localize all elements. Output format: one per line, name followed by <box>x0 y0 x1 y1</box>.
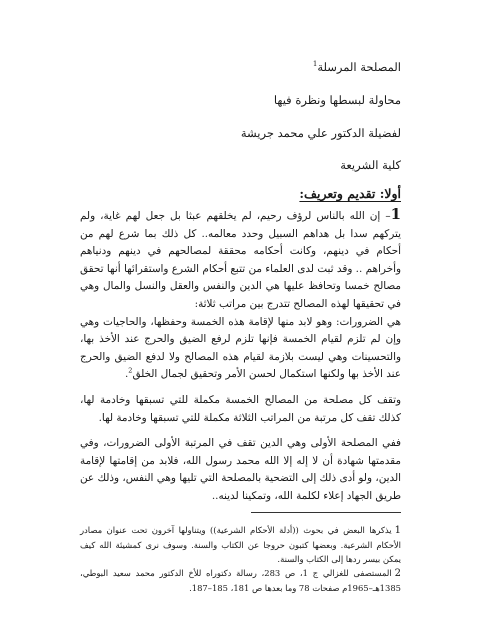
paragraph-2-text: هي الضرورات: وهو لابد منها لإقامة هذه الخمسة وحفظها، والحاجيات وهي وإن لم تلزم لقيام الخمسة فإنها تلزم لرفع الضيق والحرج عند الأخذ بها، والتحسينات وهي ليست بلازمة لقيام هذه المصالح ولا لدفع الضيق والحرج عند الأخذ بها ولكنها استكمال لحسن الأمر وتحقيق لجمال الخلق <box>80 315 401 381</box>
title-text: المصلحة المرسلة <box>317 60 401 74</box>
body-text <box>80 206 401 506</box>
title-footnote-ref: 1 <box>312 60 318 69</box>
footnote-number: 1 <box>394 525 401 536</box>
footnote-1 <box>80 523 401 566</box>
document-subtitle: محاولة لبسطها ونظرة فيها <box>273 93 401 107</box>
paragraph-4: ففي المصلحة الأولى وهي الدين تقف في المرتبة الأولى الضرورات، وفي مقدمتها شهادة أن لا إله إلا الله محمد رسول الله، فلابد من إقامتها لإقامة الدين، ولو أدى ذلك إلى التضحية بالمصلحة التي تليها وهي النفس، وذلك عن طريق الجهاد إعلاء لكلمة الله، وتمكينا لدينه.. <box>80 437 401 502</box>
document-title <box>313 60 401 74</box>
footnote-separator <box>251 512 401 513</box>
footnote-text: المستصفى للغزالي ج 1، ص 283، رسالة دكتوراه للأخ الدكتور محمد سعيد البوطي، 1385هـ–1965م صفحات 78 وما بعدها ص 181، 185–187. <box>80 568 401 593</box>
footnotes <box>80 523 401 595</box>
paragraph-1-text: – إن الله بالناس لرؤف رحيم، لم يخلقهم عبثا بل جعل لهم غاية، ولم يتركهم سدا بل هداهم السبيل وحدد معالمه.. كل ذلك بما شرع لهم من أحكام في دينهم، وكانت أحكامه محققة لمصالحهم في دينهم ودنياهم وأخراهم .. وقد ثبت لدى العلماء من تتبع أحكام الشرع واستقرائها أنها تحقق مصالح خمسا وتحافظ عليها هي الدين والنفس والعقل والنسل والمال وهي في تحقيقها لهذه المصالح تتدرج بين مراتب ثلاثة: <box>80 210 401 310</box>
footnote-text: يذكرها البعض في بحوث ((أدلة الأحكام الشرعية)) ويتناولها آخرون تحت عنوان مصادر الأحكام الشرعية. وبعضها كتبون حروجا عن الكتاب والسنة. وسوف نرى كمشيئة الله كيف يمكن بيسر ردها إلى الكتاب والسنة. <box>80 525 401 564</box>
paragraph-1 <box>80 206 401 314</box>
paragraph-3: وتقف كل مصلحة من المصالح الخمسة مكملة للتي تسبقها وخادمة لها، كذلك تقف كل مرتبة من المراتب الثلاثة مكملة للتي تسبقها وخادمة لها. <box>80 393 401 424</box>
footnote-number: 2 <box>394 568 401 579</box>
author-line: لفضيلة الدكتور علي محمد جريشة <box>240 126 401 140</box>
paragraph-number: 1 <box>390 205 401 223</box>
section-heading: أولا: تقديم وتعريف: <box>299 186 401 201</box>
paragraph-2: هي الضرورات: وهو لابد منها لإقامة هذه الخمسة وحفظها، والحاجيات وهي وإن لم تلزم لقيام الخمسة فإنها تلزم لرفع الضيق والحرج عند الأخذ بها، والتحسينات وهي ليست بلازمة لقيام هذه المصالح ولا لدفع الضيق والحرج عند الأخذ بها ولكنها استكمال لحسن الأمر وتحقيق لجمال الخلق$^2$. <box>80 315 401 381</box>
footnote-ref-2: 2 <box>128 366 133 375</box>
college-line: كلية الشريعة <box>340 158 401 172</box>
footnote-2 <box>80 566 401 595</box>
